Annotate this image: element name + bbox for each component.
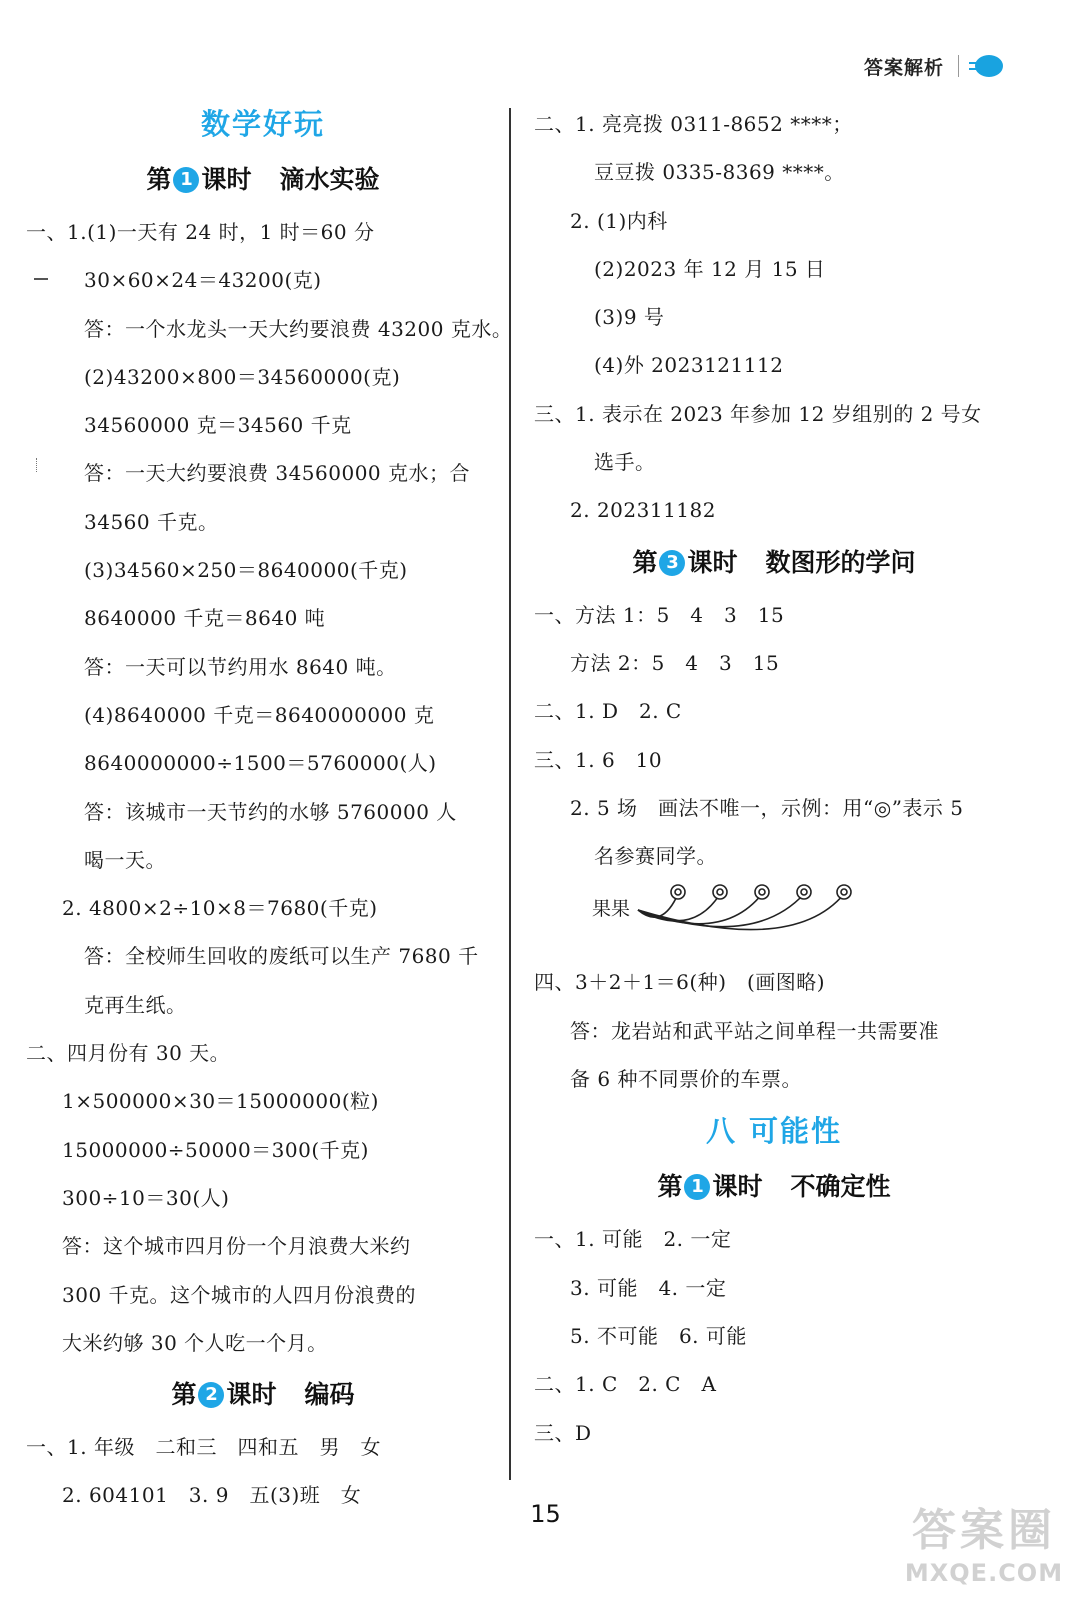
answer-line: 答：一个水龙头一天大约要浪费 43200 克水。 bbox=[84, 316, 513, 341]
water-drop-icon bbox=[969, 54, 1003, 78]
answer-line: 5. 不可能 6. 可能 bbox=[570, 1323, 747, 1348]
answer-line: 15000000÷50000＝300(千克) bbox=[62, 1137, 369, 1162]
header-label: 答案解析 bbox=[863, 56, 944, 79]
answer-line: 一、1. 可能 2. 一定 bbox=[534, 1227, 732, 1252]
answer-line: 2. 5 场 画法不唯一，示例：用“◎”表示 5 bbox=[570, 795, 964, 820]
answer-line: 答：龙岩站和武平站之间单程一共需要准 bbox=[570, 1018, 939, 1043]
lesson-number-badge: 1 bbox=[684, 1174, 710, 1200]
answer-line: 一、1.(1)一天有 24 时，1 时＝60 分 bbox=[26, 220, 375, 244]
left-column bbox=[26, 96, 513, 1520]
answer-line: 2. 4800×2÷10×8＝7680(千克) bbox=[62, 896, 378, 921]
lesson-number-badge: 2 bbox=[198, 1382, 224, 1408]
answer-line: 名参赛同学。 bbox=[594, 844, 717, 869]
diagram-label: 果果 bbox=[592, 898, 631, 921]
page-header bbox=[864, 48, 1003, 84]
answer-line: 选手。 bbox=[594, 450, 656, 475]
answer-line: 2. (1)内科 bbox=[570, 208, 668, 233]
answer-line: 三、1. 表示在 2023 年参加 12 岁组别的 2 号女 bbox=[534, 401, 982, 426]
lesson-heading: 第 1 课时 不确定性 bbox=[657, 1172, 891, 1202]
lesson-number-badge: 3 bbox=[659, 550, 685, 576]
answer-line: 豆豆拨 0335-8369 ****。 bbox=[594, 160, 845, 185]
answer-line: 答：这个城市四月份一个月浪费大米约 bbox=[62, 1234, 411, 1259]
header-separator bbox=[958, 55, 959, 77]
lesson-number-badge: 1 bbox=[173, 167, 199, 193]
answer-line: 答：一天大约要浪费 34560000 克水；合 bbox=[84, 461, 471, 486]
answer-line: 克再生纸。 bbox=[84, 992, 187, 1017]
answer-line: 喝一天。 bbox=[84, 847, 166, 872]
answer-line: (3)9 号 bbox=[594, 305, 665, 330]
answer-line: 三、1. 6 10 bbox=[534, 747, 663, 772]
answer-line: 8640000 千克＝8640 吨 bbox=[84, 606, 326, 631]
answer-line: 34560000 克＝34560 千克 bbox=[84, 413, 352, 438]
answer-line: 答：全校师生回收的废纸可以生产 7680 千 bbox=[84, 944, 479, 969]
answer-line: 四、3＋2＋1＝6(种) (画图略) bbox=[534, 970, 826, 995]
answer-line: (3)34560×250＝8640000(千克) bbox=[84, 558, 408, 583]
unit-title: 八 可能性 bbox=[705, 1114, 843, 1149]
match-arc bbox=[638, 894, 762, 924]
lesson-heading: 第 1 课时 滴水实验 bbox=[146, 165, 380, 194]
answer-line: (4)8640000 千克＝8640000000 克 bbox=[84, 702, 435, 727]
match-diagram bbox=[534, 880, 1014, 958]
answer-line: 300 千克。这个城市的人四月份浪费的 bbox=[62, 1282, 417, 1307]
answer-line: 二、1. 亮亮拨 0311-8652 ****； bbox=[534, 112, 853, 136]
answer-line: 备 6 种不同票价的车票。 bbox=[570, 1067, 802, 1092]
answer-line: 三、D bbox=[534, 1420, 592, 1445]
answer-line: 大米约够 30 个人吃一个月。 bbox=[62, 1330, 328, 1355]
answer-line: 34560 千克。 bbox=[84, 509, 219, 534]
answer-line: 2. 202311182 bbox=[570, 498, 716, 523]
unit-title: 数学好玩 bbox=[200, 107, 325, 141]
answer-line: 300÷10＝30(人) bbox=[62, 1185, 230, 1210]
right-column bbox=[534, 100, 1014, 1457]
answer-line: 二、1. D 2. C bbox=[534, 699, 682, 724]
answer-line: (4)外 2023121112 bbox=[594, 353, 784, 378]
match-arcs-figure bbox=[592, 880, 892, 958]
answer-line: 2. 604101 3. 9 五(3)班 女 bbox=[62, 1483, 362, 1508]
answer-line: 一、1. 年级 二和三 四和五 男 女 bbox=[26, 1435, 381, 1460]
answer-line: 二、1. C 2. C A bbox=[534, 1372, 717, 1397]
lesson-heading: 第 3 课时 数图形的学问 bbox=[632, 547, 916, 577]
watermark-url-text: MXQE.COM bbox=[904, 1559, 1064, 1587]
watermark-logo-text: 答案圈 bbox=[912, 1505, 1056, 1556]
answer-line: 答：一天可以节约用水 8640 吨。 bbox=[84, 654, 397, 679]
page-number: 15 bbox=[530, 1500, 561, 1528]
answer-line: 8640000000÷1500＝5760000(人) bbox=[84, 751, 437, 776]
answer-line: (2)2023 年 12 月 15 日 bbox=[594, 256, 826, 281]
answer-line: 答：该城市一天节约的水够 5760000 人 bbox=[84, 799, 457, 824]
answer-line: 30×60×24＝43200(克) bbox=[84, 268, 322, 293]
site-watermark bbox=[899, 1504, 1069, 1596]
answer-line: (2)43200×800＝34560000(克) bbox=[84, 364, 401, 389]
answer-line: 3. 可能 4. 一定 bbox=[570, 1275, 727, 1300]
answer-line: 方法 2：5 4 3 15 bbox=[570, 650, 780, 675]
answer-line: 一、方法 1：5 4 3 15 bbox=[534, 602, 785, 627]
lesson-heading: 第 2 课时 编码 bbox=[171, 1380, 355, 1410]
answer-line: 1×500000×30＝15000000(粒) bbox=[62, 1089, 379, 1114]
answer-line: 二、四月份有 30 天。 bbox=[26, 1041, 231, 1066]
